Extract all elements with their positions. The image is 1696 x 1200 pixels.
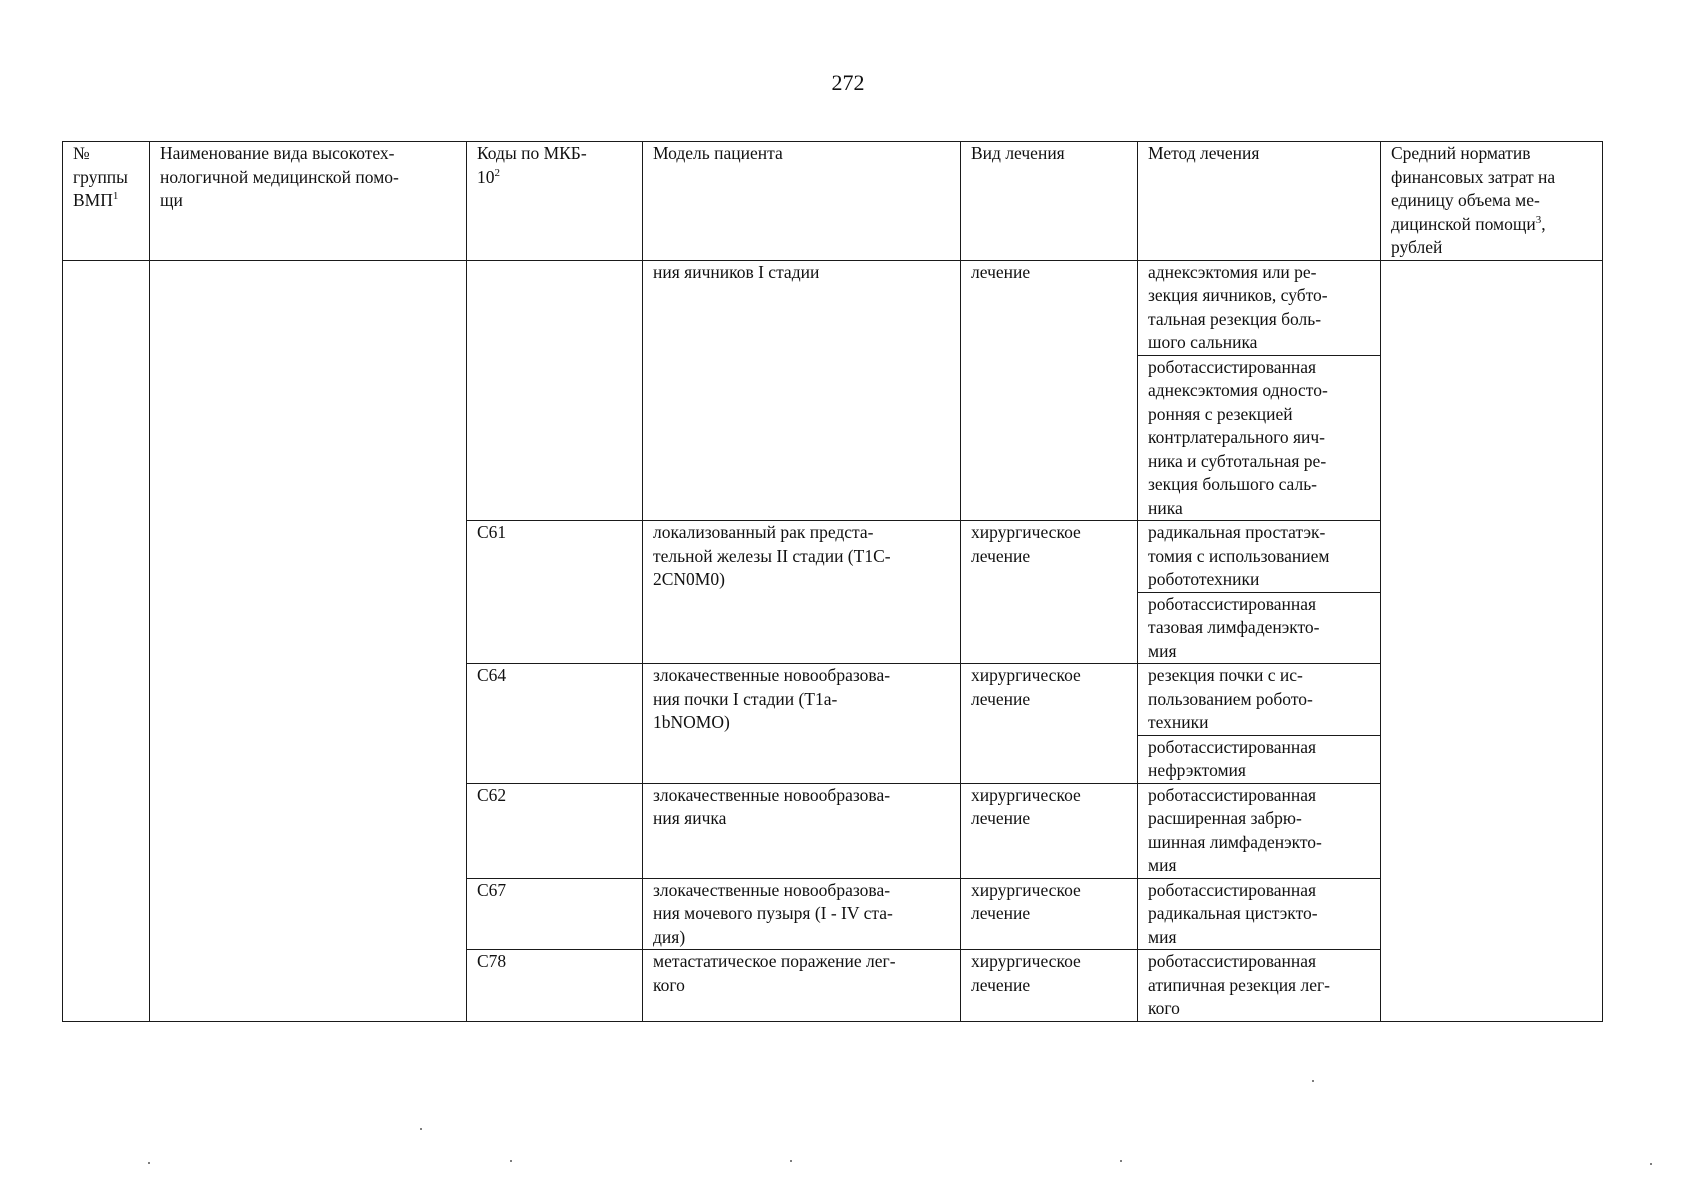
- page-number: 272: [831, 70, 865, 95]
- scan-speck: [790, 1160, 792, 1162]
- icd-code-cell: С61: [467, 521, 643, 664]
- treatment-type-cell: лечение: [961, 260, 1138, 521]
- table-row: [63, 260, 1603, 355]
- icd-code-cell: С64: [467, 664, 643, 784]
- patient-model-cell: ния яичников I стадии: [643, 260, 961, 521]
- treatment-type-cell: хирургическое лечение: [961, 664, 1138, 784]
- header-treatment-method: Метод лечения: [1138, 142, 1381, 261]
- icd-code-cell: С67: [467, 878, 643, 950]
- header-row: [63, 142, 1603, 261]
- scan-speck: [1312, 1080, 1314, 1082]
- treatment-method-cell: роботассистированная тазовая лимфаденэкто- мия: [1138, 592, 1381, 664]
- header-icd-codes: Коды по МКБ- $10^2$: [467, 142, 643, 261]
- patient-model-cell: метастатическое поражение лег- кого: [643, 950, 961, 1022]
- treatment-method-cell: роботассистированная расширенная забрю- шинная лимфаденэкто- мия: [1138, 783, 1381, 878]
- vmp-table: [62, 141, 1603, 1022]
- header-group-number: № группы ВМП$^1$: [63, 142, 150, 261]
- patient-model-cell: злокачественные новообразова- ния мочевого пузыря (I - IV ста- дия): [643, 878, 961, 950]
- care-type-cell: [150, 260, 467, 1021]
- header-patient-model: Модель пациента: [643, 142, 961, 261]
- treatment-method-cell: резекция почки с ис- пользованием робото- техники: [1138, 664, 1381, 736]
- treatment-method-cell: роботассистированная нефрэктомия: [1138, 735, 1381, 783]
- cost-cell: [1381, 260, 1603, 1021]
- patient-model-cell: локализованный рак предста- тельной железы II стадии (T1C- 2CN0M0): [643, 521, 961, 664]
- patient-model-cell: злокачественные новообразова- ния яичка: [643, 783, 961, 878]
- header-care-type: Наименование вида высокотех- нологичной медицинской помо- щи: [150, 142, 467, 261]
- scan-speck: [420, 1128, 422, 1130]
- icd-code-cell: С78: [467, 950, 643, 1022]
- group-number-cell: [63, 260, 150, 1021]
- scan-speck: [148, 1162, 150, 1164]
- treatment-method-cell: радикальная простатэк- томия с использованием робототехники: [1138, 521, 1381, 593]
- treatment-type-cell: хирургическое лечение: [961, 521, 1138, 664]
- patient-model-cell: злокачественные новообразова- ния почки I стадии (T1a- 1bNOMO): [643, 664, 961, 784]
- icd-code-cell: С62: [467, 783, 643, 878]
- treatment-type-cell: хирургическое лечение: [961, 783, 1138, 878]
- treatment-method-cell: роботассистированная аднексэктомия односто- ронняя с резекцией контрлатерального яич- ника и субтотальная ре- зекция большого саль- ника: [1138, 355, 1381, 521]
- treatment-type-cell: хирургическое лечение: [961, 950, 1138, 1022]
- header-cost-standard: Средний норматив финансовых затрат на единицу объема ме- дицинской помощи$^3$, рублей: [1381, 142, 1603, 261]
- treatment-method-cell: роботассистированная радикальная цистэкто- мия: [1138, 878, 1381, 950]
- treatment-method-cell: аднексэктомия или ре- зекция яичников, субто- тальная резекция боль- шого сальника: [1138, 260, 1381, 355]
- scan-speck: [1120, 1160, 1122, 1162]
- header-treatment-type: Вид лечения: [961, 142, 1138, 261]
- treatment-method-cell: роботассистированная атипичная резекция лег- кого: [1138, 950, 1381, 1022]
- treatment-type-cell: хирургическое лечение: [961, 878, 1138, 950]
- scan-speck: [1650, 1163, 1652, 1165]
- scan-speck: [510, 1160, 512, 1162]
- icd-code-cell: [467, 260, 643, 521]
